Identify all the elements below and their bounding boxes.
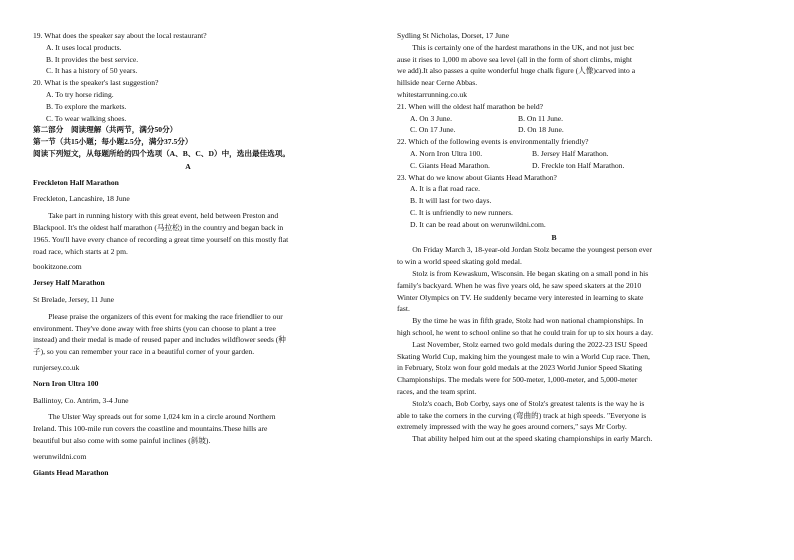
text-line: races, and the team sprint. [397,386,477,396]
text-line: beautiful but also come with some painful inclines (斜坡). [33,435,211,445]
text-line: That ability helped him out at the speed skating championships in early March. [412,434,653,444]
race-website: runjersey.co.uk [33,362,80,372]
instruction: 阅读下列短文，从每题所给的四个选项（A、B、C、D）中，选出最佳选项。 [33,148,290,158]
race-jersey [33,277,343,374]
option-b: B. To explore the markets. [46,101,127,111]
text-line: Championships. The medals were for 500-meter, 1,000-meter, and 5,000-meter [397,375,638,385]
text-line: in February, Stolz won four gold medals at the 2023 World Junior Speed Skating [397,363,643,373]
text-line: family's backyard. When he was five years old, he saw speed skaters at the 2010 [397,280,642,290]
text-line: 1965. You'll have every chance of recording a great time yourself on this mostly flat [33,234,289,244]
section-heading: 第一节（共15小题；每小题2.5分，满分37.5分） [33,137,193,147]
question-stem: 21. When will the oldest half marathon be held? [397,101,543,111]
text-line: Blackpool. It's the oldest half marathon (马拉松) in the country and began back in [33,222,284,232]
race-website: whitestarrunning.co.uk [397,89,468,99]
race-description [397,42,711,89]
option-d: D. Freckle ton Half Marathon. [532,160,625,170]
question-22 [397,136,711,171]
text-line: Please praise the organizers of this event for making the race friendlier to our [48,311,283,321]
passage-b-body [397,244,711,445]
text-line: road race, which starts at 2 pm. [33,246,128,256]
question-stem: 22. Which of the following events is environmentally friendly? [397,137,589,147]
race-location: St Brelade, Jersey, 11 June [33,294,115,304]
race-location: Sydling St Nicholas, Dorset, 17 June [397,31,510,40]
race-website: bookitzone.com [33,262,82,272]
text-line: extremely impressed with the way he goes around corners," says Mr Corby. [397,422,627,432]
question-19 [33,30,343,77]
option-c: C. Giants Head Marathon. [410,160,490,170]
text-line: ause it rises to 1,000 m above sea level (all in the form of short climbs, might [397,54,632,64]
question-stem: 23. What do we know about Giants Head Marathon? [397,172,557,182]
text-line: Ireland. This 100-mile run covers the coastline and mountains.These hills are [33,424,268,434]
right-column [397,30,711,445]
race-title: Jersey Half Marathon [33,278,105,288]
option-c: C. To wear walking shoes. [46,113,127,123]
text-line: On Friday March 3, 18-year-old Jordan Stolz became the youngest person ever [412,245,653,255]
text-line: environment. They've done away with free shirts (you can choose to plant a tree [33,323,276,333]
race-location: Ballintoy, Co. Antrim, 3-4 June [33,395,129,405]
question-stem: 20. What is the speaker's last suggestion? [33,78,159,88]
text-line: fast. [397,304,410,314]
text-line: Stolz's coach, Bob Corby, says one of Stolz's greatest talents is the way he is [412,398,645,408]
race-website: werunwildni.com [33,451,87,461]
text-line: 子), so you can remember your race in a beautiful corner of your garden. [33,347,255,357]
race-description [33,311,343,358]
option-a: A. It uses local products. [46,42,122,52]
option-a: A. On 3 June. [410,113,452,123]
text-line: Winter Olympics on TV. He suddenly became very interested in learning to skate [397,292,644,302]
question-stem: 19. What does the speaker say about the local restaurant? [33,31,207,40]
text-line: By the time he was in fifth grade, Stolz had won national championships. In [412,316,644,326]
text-line: able to take the corners in the curving (弯曲的) track at high speeds. "Everyone is [397,410,647,420]
option-d: D. It can be read about on werunwildni.com. [410,219,546,229]
option-c: C. It has a history of 50 years. [46,66,138,76]
text-line: high school, he went to school online so that he could train for up to six hours a day. [397,327,653,337]
race-description [33,210,343,257]
question-21 [397,101,711,136]
option-a: A. It is a flat road race. [410,184,480,194]
race-description [33,411,343,446]
text-line: Take part in running history with this great event, held between Preston and [48,211,279,221]
race-norn-iron [33,378,343,463]
text-line: to win a world speed skating gold medal. [397,257,522,267]
race-location: Freckleton, Lancashire, 18 June [33,194,130,204]
text-line: we add).It also passes a quite wonderful huge chalk figure (人像)carved into a [397,66,636,76]
option-b: B. Jersey Half Marathon. [532,148,609,158]
race-title-giants: Giants Head Marathon [33,467,109,477]
race-title: Norn Iron Ultra 100 [33,378,99,388]
text-line: Last November, Stolz earned two gold medals during the 2022-23 ISU Speed [412,339,648,349]
text-line: Skating World Cup, making him the youngest male to win a World Cup race. Then, [397,351,650,361]
text-line: This is certainly one of the hardest marathons in the UK, and not just bec [412,42,635,52]
passage-label-a: A [185,161,191,171]
option-c: C. On 17 June. [410,125,456,135]
text-line: Stolz is from Kewaskum, Wisconsin. He began skating on a small pond in his [412,268,649,278]
option-d: D. On 18 June. [518,125,564,135]
option-b: B. It will last for two days. [410,196,492,206]
option-a: A. To try horse riding. [46,89,114,99]
question-20 [33,77,343,124]
race-title: Freckleton Half Marathon [33,177,119,187]
left-column [33,30,343,483]
part-heading: 第二部分 阅读理解（共两节，满分50分） [33,125,178,135]
text-line: hillside near Cerne Abbas. [397,78,478,88]
question-23 [397,172,711,231]
option-c: C. It is unfriendly to new runners. [410,207,513,217]
option-b: B. On 11 June. [518,113,564,123]
option-a: A. Norn Iron Ultra 100. [410,148,483,158]
race-freckleton [33,177,343,274]
option-b: B. It provides the best service. [46,54,139,64]
passage-label-b: B [551,232,557,242]
text-line: The Ulster Way spreads out for some 1,024 km in a circle around Northern [48,412,276,422]
text-line: instead) and their medal is made of reused paper and includes wildflower seeds (种 [33,335,286,345]
